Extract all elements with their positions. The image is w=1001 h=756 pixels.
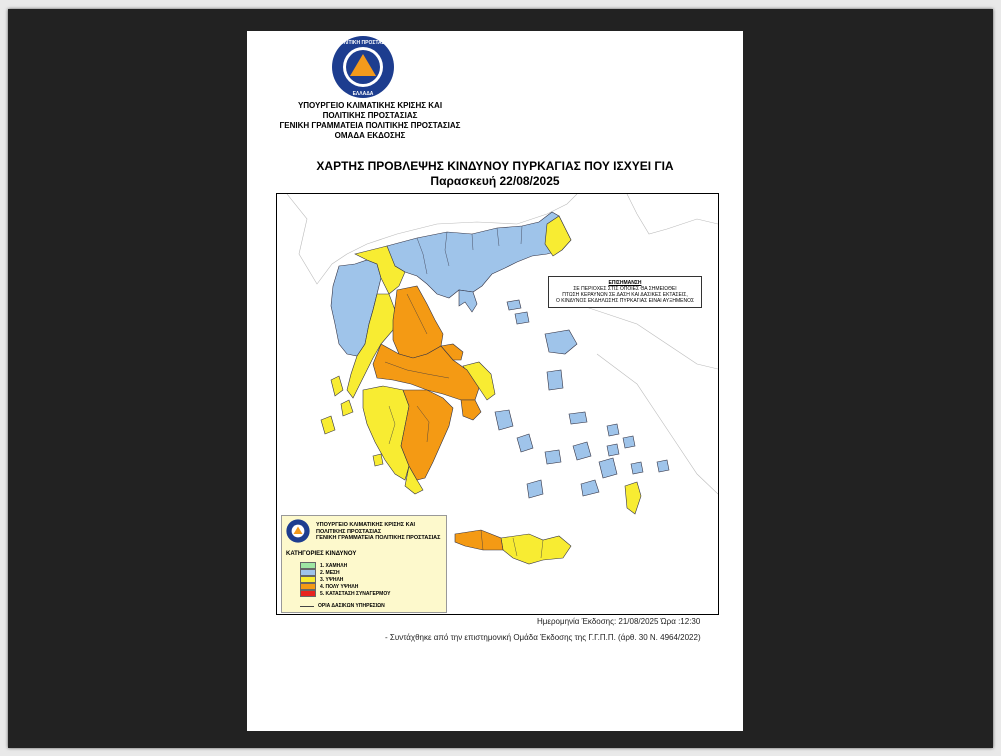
boundary-line-icon (300, 606, 314, 607)
legend-label: 4. ΠΟΛΥ ΥΨΗΛΗ (320, 583, 359, 590)
legend-org-line: ΠΟΛΙΤΙΚΗΣ ΠΡΟΣΤΑΣΙΑΣ (316, 528, 382, 535)
region-peloponnese-west (363, 386, 409, 480)
legend-title: ΚΑΤΗΓΟΡΙΕΣ ΚΙΝΔΥΝΟΥ (286, 551, 357, 557)
region-crete-west (455, 530, 503, 550)
issue-date: Ημερομηνία Έκδοσης: 21/08/2025 Ώρα :12:30 (537, 617, 701, 626)
islands-dodecanese (607, 424, 669, 474)
title-date: Παρασκευή 22/08/2025 (430, 174, 560, 188)
island-samos (569, 412, 587, 424)
boundary-label: ΟΡΙΑ ΔΑΣΙΚΩΝ ΥΠΗΡΕΣΙΩΝ (318, 603, 385, 609)
credit-note: - Συντάχθηκε από την επιστημονική Ομάδα Έκδοσης της Γ.Γ.Π.Π. (άρθ. 30 Ν. 4964/2022) (385, 633, 701, 642)
legend-item-low (300, 562, 390, 569)
legend-item-very-high (300, 583, 390, 590)
legend-org (316, 522, 440, 542)
ministry-line: ΠΟΛΙΤΙΚΗΣ ΠΡΟΣΤΑΣΙΑΣ (322, 111, 418, 120)
legend-label: 1. ΧΑΜΗΛΗ (320, 562, 348, 569)
region-chalkidiki (459, 290, 477, 312)
legend-item-medium (300, 569, 390, 576)
legend-item-alarm (300, 590, 390, 597)
notice-line: ΣΕ ΠΕΡΙΟΧΕΣ ΣΤΙΣ ΟΠΟΙΕΣ ΘΑ ΣΗΜΕΙΩΘΕΙ (573, 286, 677, 292)
legend-item-high (300, 576, 390, 583)
swatch-high (300, 576, 316, 583)
ministry-line: ΟΜΑΔΑ ΕΚΔΟΣΗΣ (334, 131, 406, 140)
title-line-1: ΧΑΡΤΗΣ ΠΡΟΒΛΕΨΗΣ ΚΙΝΔΥΝΟΥ ΠΥΡΚΑΓΙΑΣ ΠΟΥ ΙΣΧΥΕΙ ΓΙΑ (316, 159, 674, 173)
region-thrace-macedonia (387, 212, 571, 298)
legend-logo (286, 519, 310, 543)
swatch-low (300, 562, 316, 569)
island-lesvos (545, 330, 577, 354)
islands-cyclades (495, 410, 617, 498)
swatch-alarm (300, 590, 316, 597)
legend-label: 2. ΜΕΣΗ (320, 569, 340, 576)
notice-line: ΠΤΩΣΗ ΚΕΡΑΥΝΩΝ ΣΕ ΔΑΣΗ ΚΑΙ ΔΑΣΙΚΕΣ ΕΚΤΑΣΕΙΣ, (562, 292, 688, 298)
island-samothrace (507, 300, 521, 310)
swatch-very-high (300, 583, 316, 590)
swatch-medium (300, 569, 316, 576)
region-crete-east (501, 534, 571, 564)
region-rhodes (625, 482, 641, 514)
island-chios (547, 370, 563, 390)
map-title (250, 159, 740, 189)
civil-protection-logo (331, 35, 395, 99)
legend-org-line: ΓΕΝΙΚΗ ΓΡΑΜΜΑΤΕΙΑ ΠΟΛΙΤΙΚΗΣ ΠΡΟΣΤΑΣΙΑΣ (316, 535, 441, 541)
ministry-line: ΓΕΝΙΚΗ ΓΡΑΜΜΑΤΕΙΑ ΠΟΛΙΤΙΚΗΣ ΠΡΟΣΤΑΣΙΑΣ (279, 121, 461, 130)
legend-categories (300, 562, 390, 597)
legend-boundary (300, 603, 385, 609)
map-legend (281, 515, 447, 613)
ministry-line: ΥΠΟΥΡΓΕΙΟ ΚΛΙΜΑΤΙΚΗΣ ΚΡΙΣΗΣ ΚΑΙ (297, 101, 443, 110)
logo-text-bottom: ΕΛΛΑΔΑ (352, 91, 374, 97)
legend-label: 5. ΚΑΤΑΣΤΑΣΗ ΣΥΝΑΓΕΡΜΟΥ (320, 590, 391, 597)
region-attica (461, 400, 481, 420)
ministry-block (262, 101, 478, 141)
notice-box (548, 276, 702, 308)
legend-org-line: ΥΠΟΥΡΓΕΙΟ ΚΛΙΜΑΤΙΚΗΣ ΚΡΙΣΗΣ ΚΑΙ (316, 522, 416, 528)
logo-text-top: ΠΟΛΙΤΙΚΗ ΠΡΟΣΤΑΣΙΑ (336, 40, 390, 46)
island-lemnos (515, 312, 529, 324)
notice-title: ΕΠΙΣΗΜΑΝΣΗ (608, 280, 642, 286)
region-thessaly (393, 286, 443, 358)
legend-label: 3. ΥΨΗΛΗ (320, 576, 344, 583)
notice-line: Ο ΚΙΝΔΥΝΟΣ ΕΚΔΗΛΩΣΗΣ ΠΥΡΚΑΓΙΑΣ ΕΙΝΑΙ ΑΥΞΗΜΕΝΟΣ (555, 298, 695, 304)
